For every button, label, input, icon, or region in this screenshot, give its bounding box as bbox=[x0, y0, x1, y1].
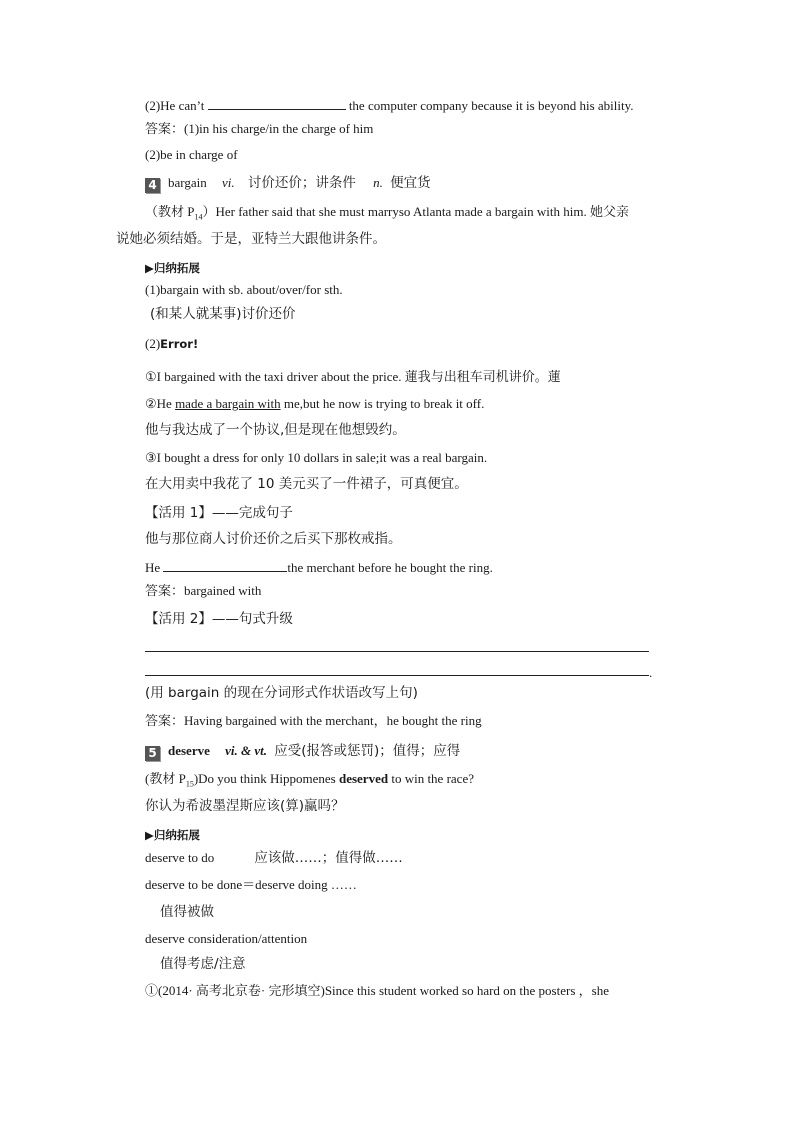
practice-heading-2: 【活用 2】——句式升级 bbox=[145, 611, 293, 627]
text: He bbox=[145, 560, 164, 575]
example-translation: 说她必须结婚。于是，亚特兰大跟他讲条件。 bbox=[116, 231, 386, 247]
expansion-meaning: 值得被做 bbox=[160, 904, 214, 920]
phrase: deserve to do bbox=[145, 850, 215, 865]
number-badge-icon: 4 bbox=[145, 178, 160, 193]
meaning: 讨价还价；讲条件 bbox=[247, 175, 356, 191]
part-of-speech: vi. & vt. bbox=[225, 743, 268, 758]
example-3-translation: 在大用卖中我花了 10 美元买了一件裙子，可真便宜。 bbox=[145, 476, 468, 492]
example-1: ①I bargained with the taxi driver about the price. 蓮我与出租车司机讲价。蓮 bbox=[145, 369, 561, 384]
text: )Do you think Hippomenes bbox=[193, 771, 339, 786]
expansion-item-1-meaning: (和某人就某事)讨价还价 bbox=[150, 306, 296, 322]
sentence-end: the computer company because it is beyond his ability. bbox=[345, 98, 634, 113]
number-badge-icon: 5 bbox=[145, 746, 160, 761]
practice-1-prompt: 他与那位商人讨价还价之后买下那枚戒指。 bbox=[145, 531, 402, 547]
answer-line-1: 答案：(1)in his charge/in the charge of him bbox=[145, 121, 374, 136]
meaning: 应受(报答或惩罚)；值得；应得 bbox=[274, 743, 461, 759]
section-heading-expansion: ▶归纳拓展 bbox=[145, 261, 200, 275]
text: me,but he now is trying to break it off. bbox=[280, 396, 485, 411]
answer-blank[interactable] bbox=[208, 95, 346, 110]
error-text: Error! bbox=[160, 337, 199, 351]
section-heading-expansion-2: ▶归纳拓展 bbox=[145, 828, 200, 842]
expansion-item-2 bbox=[145, 335, 198, 353]
practice-1-sentence bbox=[145, 557, 493, 577]
expansion-item-1: (1)bargain with sb. about/over/for sth. bbox=[145, 282, 343, 297]
example-text: ）Her father said that she must marryso Atlanta made a bargain with him. 她父亲 bbox=[202, 204, 629, 219]
page-subscript: 15 bbox=[185, 779, 194, 789]
part-of-speech: vi. bbox=[222, 175, 235, 190]
source-ref: (教材 P bbox=[145, 771, 186, 786]
answer-blank[interactable] bbox=[163, 557, 287, 572]
phrase-meaning: 应该做……；值得做…… bbox=[254, 850, 403, 866]
word-entry-5 bbox=[145, 742, 460, 761]
headword: bargain bbox=[168, 175, 207, 190]
text: the merchant before he bought the ring. bbox=[287, 560, 493, 575]
example-translation-2: 你认为希波墨涅斯应该(算)赢吗？ bbox=[145, 798, 345, 814]
text: ②He bbox=[145, 396, 176, 411]
expansion-meaning: 值得考虑/注意 bbox=[160, 956, 246, 972]
line-end-period: . bbox=[649, 665, 653, 680]
page-subscript: 14 bbox=[194, 212, 203, 222]
textbook-example-2 bbox=[145, 770, 474, 794]
practice-1-answer: 答案：bargained with bbox=[145, 583, 262, 598]
sentence-start: (2)He can’t bbox=[145, 98, 208, 113]
expansion-deserve-consideration: deserve consideration/attention bbox=[145, 931, 308, 946]
answer-line-blank[interactable] bbox=[145, 675, 649, 676]
practice-heading-1: 【活用 1】——完成句子 bbox=[145, 505, 293, 521]
underlined-phrase: made a bargain with bbox=[175, 396, 281, 411]
exercise-sentence-2 bbox=[145, 95, 634, 115]
text: to win the race? bbox=[388, 771, 474, 786]
example-3: ③I bought a dress for only 10 dollars in sale;it was a real bargain. bbox=[145, 450, 488, 465]
practice-2-instruction: (用 bargain 的现在分词形式作状语改写上句) bbox=[145, 685, 418, 701]
expansion-deserve-to-do bbox=[145, 849, 403, 867]
part-of-speech: n. bbox=[373, 175, 383, 190]
headword: deserve bbox=[168, 743, 210, 758]
example-exam-sentence: ①(2014· 高考北京卷· 完形填空)Since this student worked so hard on the posters ，she bbox=[145, 983, 609, 998]
item-number: (2) bbox=[145, 336, 161, 351]
answer-line-2: (2)be in charge of bbox=[145, 147, 238, 162]
answer-line-blank[interactable] bbox=[145, 651, 649, 652]
expansion-deserve-to-be-done: deserve to be done＝deserve doing …… bbox=[145, 877, 357, 892]
meaning: 便宜货 bbox=[390, 175, 431, 191]
example-2-translation: 他与我达成了一个协议,但是现在他想毁约。 bbox=[145, 422, 406, 438]
example-2 bbox=[145, 395, 484, 413]
practice-2-answer: 答案：Having bargained with the merchant，he bought the ring bbox=[145, 713, 482, 728]
bold-word: deserved bbox=[338, 771, 389, 786]
textbook-example bbox=[145, 203, 629, 227]
source-ref: （教材 P bbox=[145, 204, 195, 219]
word-entry-4 bbox=[145, 174, 431, 193]
